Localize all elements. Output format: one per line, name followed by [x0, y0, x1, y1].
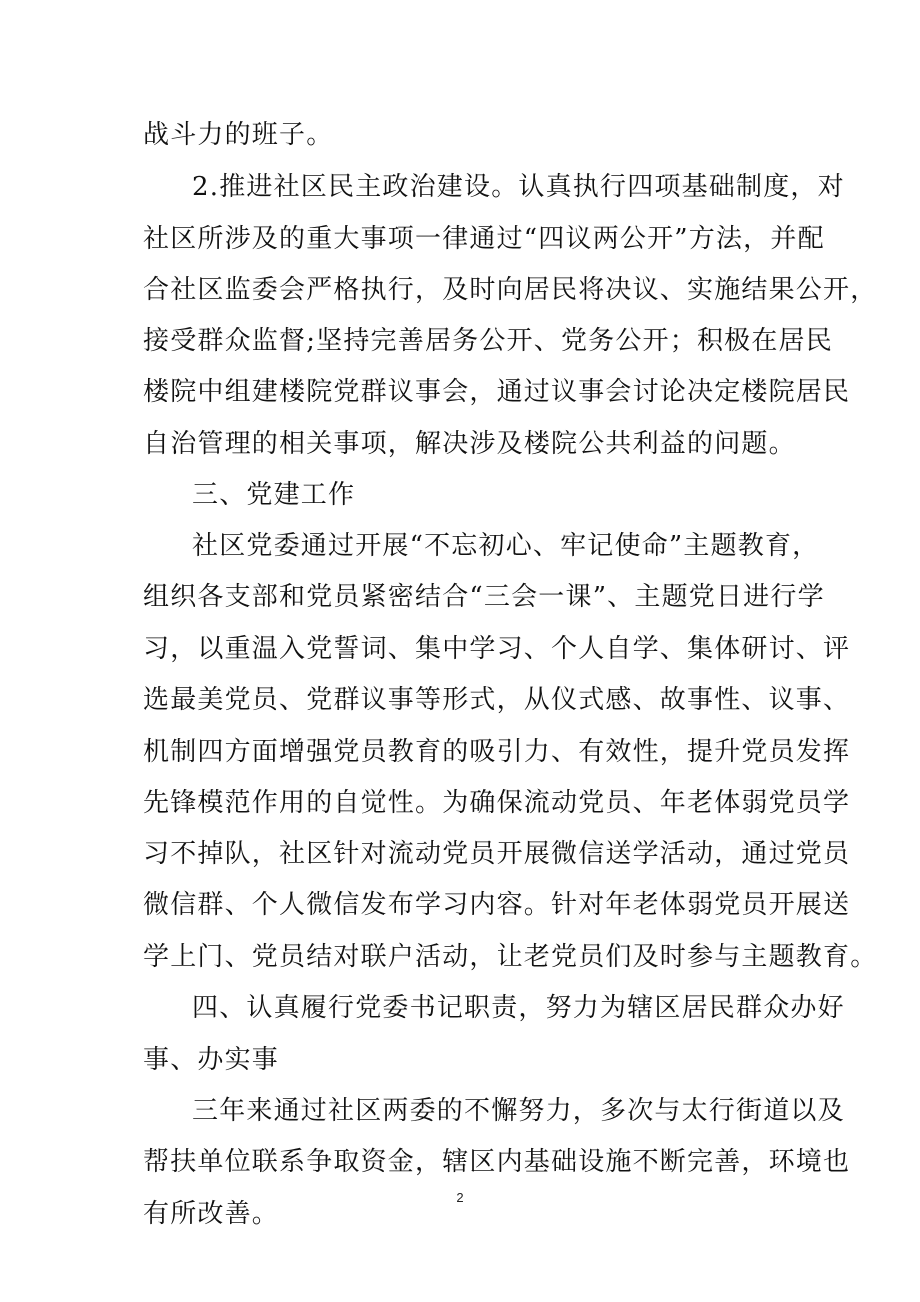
section-heading-continued: 事、办实事 [143, 1045, 280, 1075]
paragraph-line: 先锋模范作用的自觉性。为确保流动党员、年老体弱党员学 [143, 788, 851, 818]
paragraph-line: 自治管理的相关事项，解决涉及楼院公共利益的问题。 [143, 429, 796, 459]
paragraph-line: 社区所涉及的重大事项一律通过“四议两公开”方法，并配 [143, 224, 825, 254]
paragraph-line: 2.推进社区民主政治建设。认真执行四项基础制度，对 [192, 172, 845, 202]
paragraph-line: 有所改善。 [143, 1199, 280, 1229]
paragraph-line: 组织各支部和党员紧密结合“三会一课”、主题党日进行学 [143, 582, 825, 612]
paragraph-line: 社区党委通过开展“不忘初心、牢记使命”主题教育， [192, 531, 820, 561]
paragraph-line: 微信群、个人微信发布学习内容。针对年老体弱党员开展送 [143, 890, 851, 920]
paragraph-line: 学上门、党员结对联户活动，让老党员们及时参与主题教育。 [143, 942, 878, 972]
paragraph-line: 帮扶单位联系争取资金，辖区内基础设施不断完善，环境也 [143, 1147, 851, 1177]
section-heading: 三、党建工作 [192, 480, 356, 510]
paragraph-line: 合社区监委会严格执行，及时向居民将决议、实施结果公开， [143, 275, 878, 305]
paragraph-line: 习，以重温入党誓词、集中学习、个人自学、集体研讨、评 [143, 634, 851, 664]
paragraph-line: 楼院中组建楼院党群议事会，通过议事会讨论决定楼院居民 [143, 377, 851, 407]
page-number: 2 [456, 1190, 464, 1205]
paragraph-line: 接受群众监督;坚持完善居务公开、党务公开；积极在居民 [143, 326, 833, 356]
paragraph-line: 习不掉队，社区针对流动党员开展微信送学活动，通过党员 [143, 839, 851, 869]
paragraph-line: 机制四方面增强党员教育的吸引力、有效性，提升党员发挥 [143, 737, 851, 767]
paragraph-line: 三年来通过社区两委的不懈努力，多次与太行街道以及 [192, 1096, 845, 1126]
paragraph-line: 选最美党员、党群议事等形式，从仪式感、故事性、议事、 [143, 685, 851, 715]
section-heading: 四、认真履行党委书记职责，努力为辖区居民群众办好 [192, 993, 845, 1023]
paragraph-line: 战斗力的班子。 [143, 120, 334, 150]
